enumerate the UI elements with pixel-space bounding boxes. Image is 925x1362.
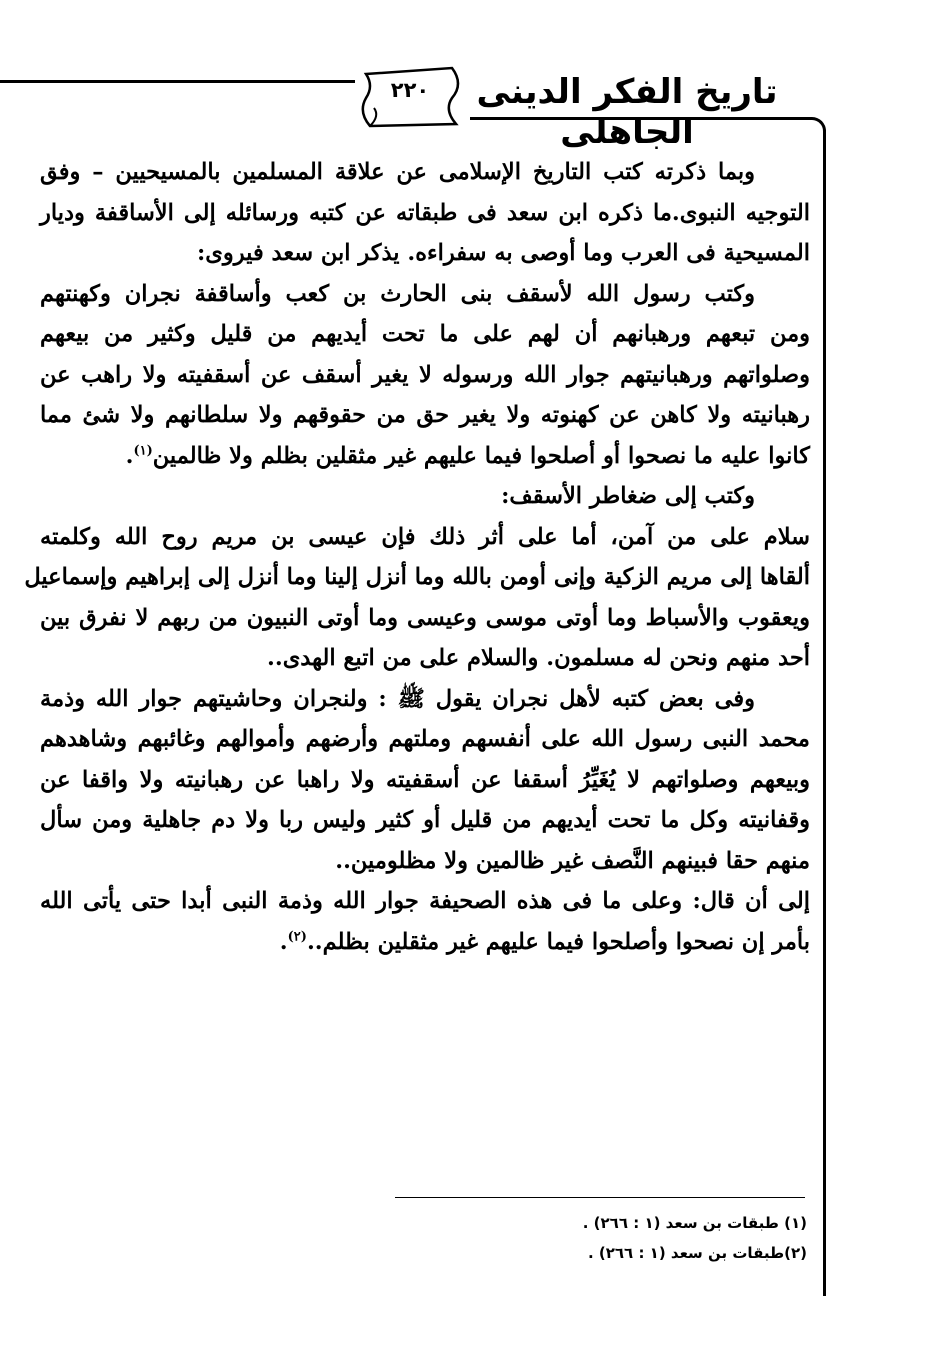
text-line: وقفانيته وكل ما تحت أيديهم من قليل أو كثير وليس ربا ولا دم جاهلية ومن سأل [40, 807, 810, 833]
text-line: وصلواتهم ورهبانيتهم جوار الله ورسوله لا يغير أسقف عن أسقفيته ولا راهب عن [40, 361, 810, 388]
footnotes [387, 1208, 807, 1268]
page-number: ٢٢٠ [390, 78, 430, 102]
text-line: أحد منهم ونحن له مسلمون. والسلام على من اتبع الهدى.. [267, 645, 810, 671]
text-line: التوجيه النبوى.ما ذكره ابن سعد فى طبقاته عن كتبه ورسائله إلى الأساقفة وديار [40, 199, 810, 226]
footnote-reference: (١) [133, 443, 153, 458]
text-line: وفى بعض كتبه لأهل نجران يقول ﷺ : ولنجران وحاشيتهم جوار الله وذمة [40, 685, 755, 712]
page-frame-right [823, 130, 826, 1296]
text-line: محمد النبى رسول الله على أنفسهم وملتهم وأرضهم وأموالهم وغائبهم وشاهدهم [40, 726, 810, 752]
text-line: ألقاها إلى مريم الزكية وإنى أومن بالله وما أنزل إلينا وما أنزل إلى إبراهيم وإسماعيل [24, 564, 810, 590]
text-line: وبيعهم وصلواتهم لا يُغَيِّرُ أسقفا عن أسقفيته ولا راهبا عن رهبانيته ولا واقفا عن [40, 766, 810, 793]
text-line-content: كانوا عليه ما نصحوا أو أصلحوا فيما عليهم غير مثقلين بظلم ولا ظالمين [152, 442, 810, 469]
sentence-end: . [279, 928, 288, 955]
footnote: (١) طبقات بن سعد (١ : ٢٦٦) . [582, 1214, 807, 1232]
header-rule-left [0, 80, 355, 83]
text-line: المسيحية فى العرب وما أوصى به سفراءه. يذكر ابن سعد فيروى: [196, 240, 810, 266]
text-line: سلام على من آمن، أما على أثر ذلك فإن عيسى بن مريم روح الله وكلمته [40, 523, 810, 550]
text-line: وبما ذكرته كتب التاريخ الإسلامى عن علاقة المسلمين بالمسيحيين – وفق [40, 159, 755, 185]
text-line [40, 922, 810, 963]
text-line [40, 436, 810, 477]
text-line: رهبانيته ولا كاهن عن كهنوته ولا يغير حق من حقوقهم ولا سلطانهم ولا شئ مما [40, 402, 810, 428]
text-line: ويعقوب والأسباط وما أوتى موسى وعيسى وما أوتى النبيون من ربهم لا نفرق بين [40, 604, 810, 631]
text-line: إلى أن قال: وعلى ما فى هذه الصحيفة جوار الله وذمة النبى أبدا حتى يأتى الله [40, 888, 810, 914]
text-line: وكتب رسول الله لأسقف بنى الحارث بن كعب وأساقفة نجران وكهنتهم [40, 280, 755, 307]
text-line-content: بأمر إن نصحوا وأصلحوا فيما عليهم غير مثقلين بظلم.. [306, 928, 810, 955]
text-line: وكتب إلى ضغاطر الأسقف: [501, 483, 755, 509]
sentence-end: . [125, 442, 134, 469]
text-line: منهم حقا فبينهم النَّصف غير ظالمين ولا مظلومين.. [335, 847, 810, 874]
footnote-rule [395, 1197, 805, 1198]
body-text [24, 152, 810, 962]
book-title: تاريخ الفكر الدينى الجاهلى [476, 72, 778, 152]
text-line: ومن تبعهم ورهبانهم أن لهم على ما تحت أيديهم من قليل وكثير من بيعهم [40, 321, 810, 347]
footnote-reference: (٢) [287, 929, 307, 944]
footnote: (٢)طبقات بن سعد (١ : ٢٦٦) . [587, 1244, 807, 1262]
